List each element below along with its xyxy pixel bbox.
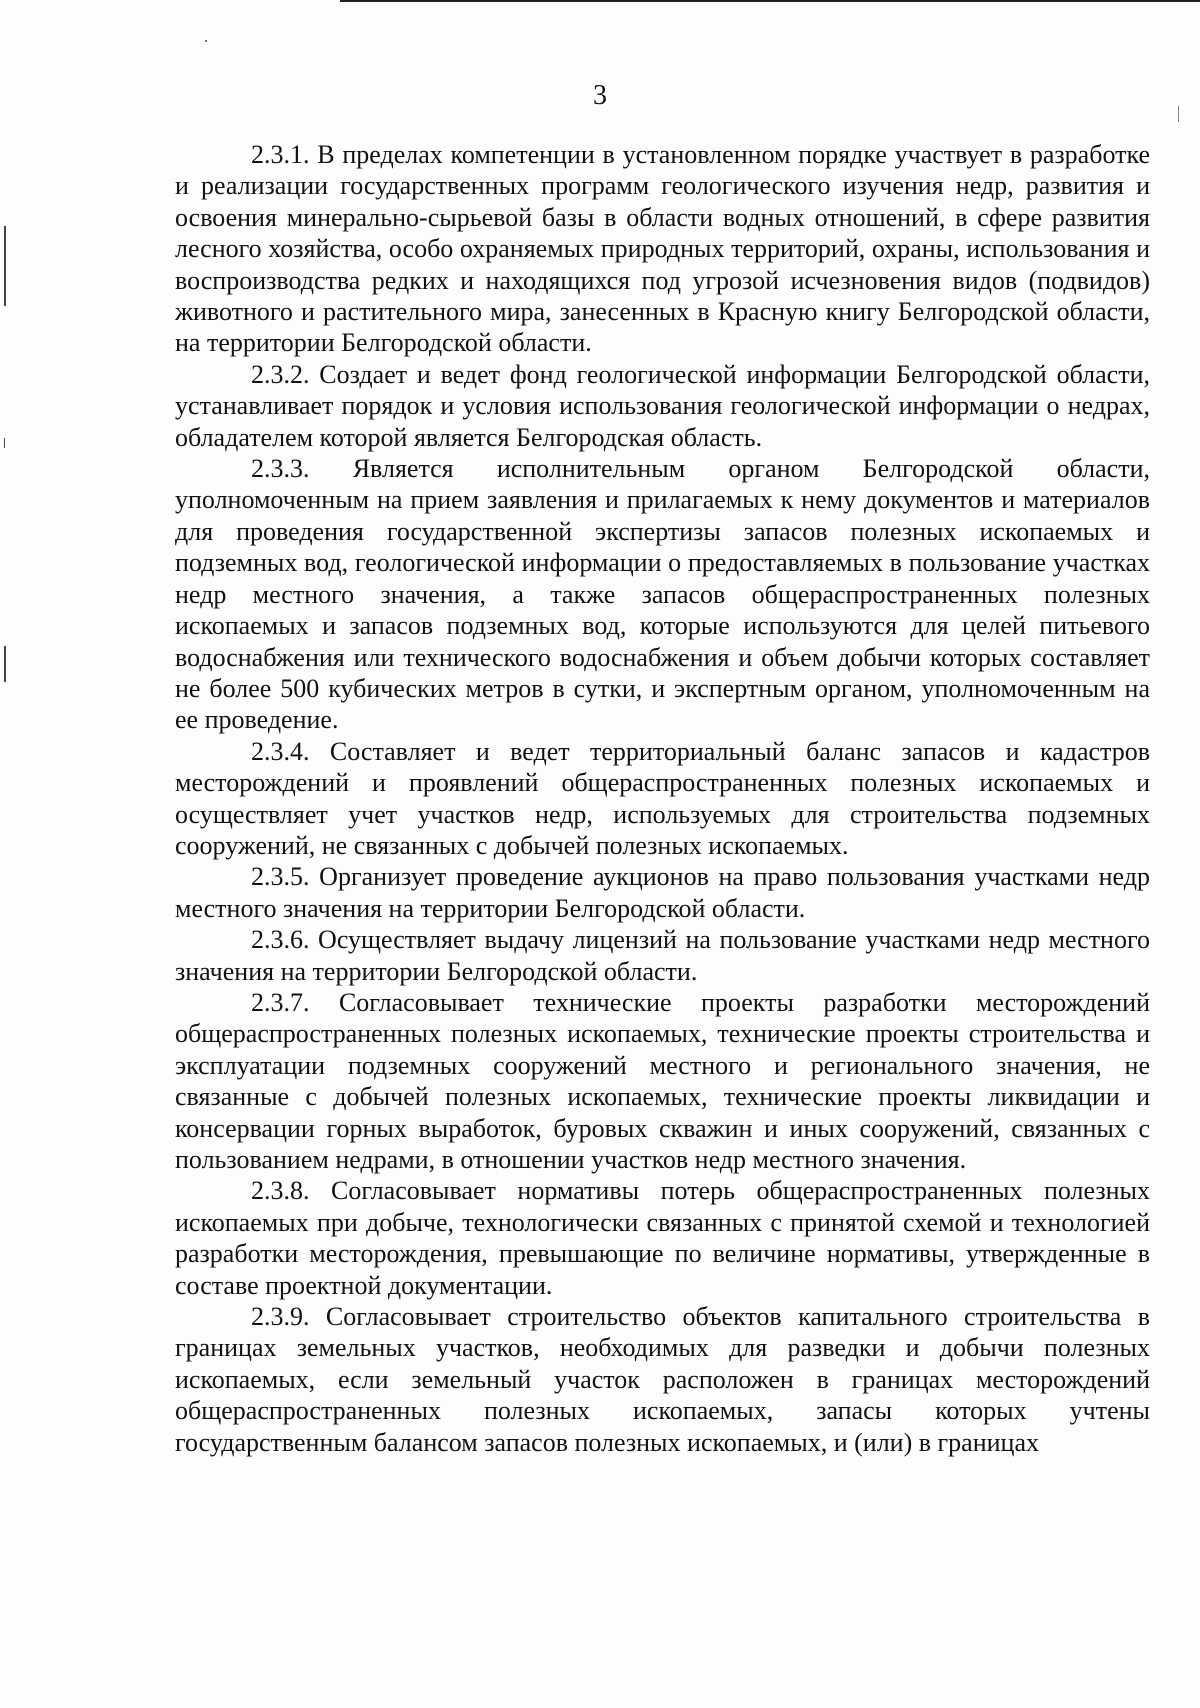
paragraph-2-3-3: 2.3.3. Является исполнительным органом Белгородской области, уполномоченным на прием заявления и прилагаемых к нему документов и материалов для проведения государственной экспертизы запасов полезных ископаемых и подземных вод, геологической информации о предоставляемых в пользование участках недр местного значения, а также запасов общераспространенных полезных ископаемых и запасов подземных вод, которые используются для целей питьевого водоснабжения или технического водоснабжения и объем добычи которых составляет не более 500 кубических метров в сутки, и экспертным органом, уполномоченным на ее проведение.: [175, 454, 1150, 735]
scan-artifact-mark: [4, 438, 5, 448]
scan-artifact-mark: [4, 646, 6, 682]
scan-artifact-mark: [4, 226, 6, 306]
page-number: 3: [593, 80, 607, 111]
paragraph-2-3-2: 2.3.2. Создает и ведет фонд геологической информации Белгородской области, устанавливает порядок и условия использования геологической информации о недрах, обладателем которой является Белгородская область.: [175, 359, 1150, 452]
paragraph-2-3-7: 2.3.7. Согласовывает технические проекты разработки месторождений общераспространенных полезных ископаемых, технические проекты строительства и эксплуатации подземных сооружений местного и регионального значения, не связанные с добычей полезных ископаемых, технические проекты ликвидации и консервации горных выработок, буровых скважин и иных сооружений, связанных с пользованием недрами, в отношении участков недр местного значения.: [175, 987, 1150, 1174]
scan-artifact-dot: [205, 40, 207, 42]
paragraph-2-3-1: 2.3.1. В пределах компетенции в установленном порядке участвует в разработке и реализации государственных программ геологического изучения недр, развития и освоения минерально-сырьевой базы в области водных отношений, в сфере развития лесного хозяйства, особо охраняемых природных территорий, охраны, использования и воспроизводства редких и находящихся под угрозой исчезновения видов (подвидов) животного и растительного мира, занесенных в Красную книгу Белгородской области, на территории Белгородской области.: [175, 140, 1150, 358]
paragraph-2-3-5: 2.3.5. Организует проведение аукционов на право пользования участками недр местного значения на территории Белгородской области.: [175, 862, 1150, 923]
scan-top-edge-line: [340, 0, 1200, 2]
document-body: [175, 139, 1150, 1458]
paragraph-2-3-4: 2.3.4. Составляет и ведет территориальный баланс запасов и кадастров месторождений и проявлений общераспространенных полезных ископаемых и осуществляет учет участков недр, используемых для строительства подземных сооружений, не связанных с добычей полезных ископаемых.: [175, 736, 1150, 860]
paragraph-2-3-9: 2.3.9. Согласовывает строительство объектов капитального строительства в границах земельных участков, необходимых для разведки и добычи полезных ископаемых, если земельный участок расположен в границах месторождений общераспространенных полезных ископаемых, запасы которых учтены государственным балансом запасов полезных ископаемых, и (или) в границах: [175, 1302, 1150, 1457]
paragraph-2-3-6: 2.3.6. Осуществляет выдачу лицензий на пользование участками недр местного значения на территории Белгородской области.: [175, 925, 1150, 986]
paragraph-2-3-8: 2.3.8. Согласовывает нормативы потерь общераспространенных полезных ископаемых при добыче, технологически связанных с принятой схемой и технологией разработки месторождения, превышающие по величине нормативы, утвержденные в составе проектной документации.: [175, 1176, 1150, 1300]
